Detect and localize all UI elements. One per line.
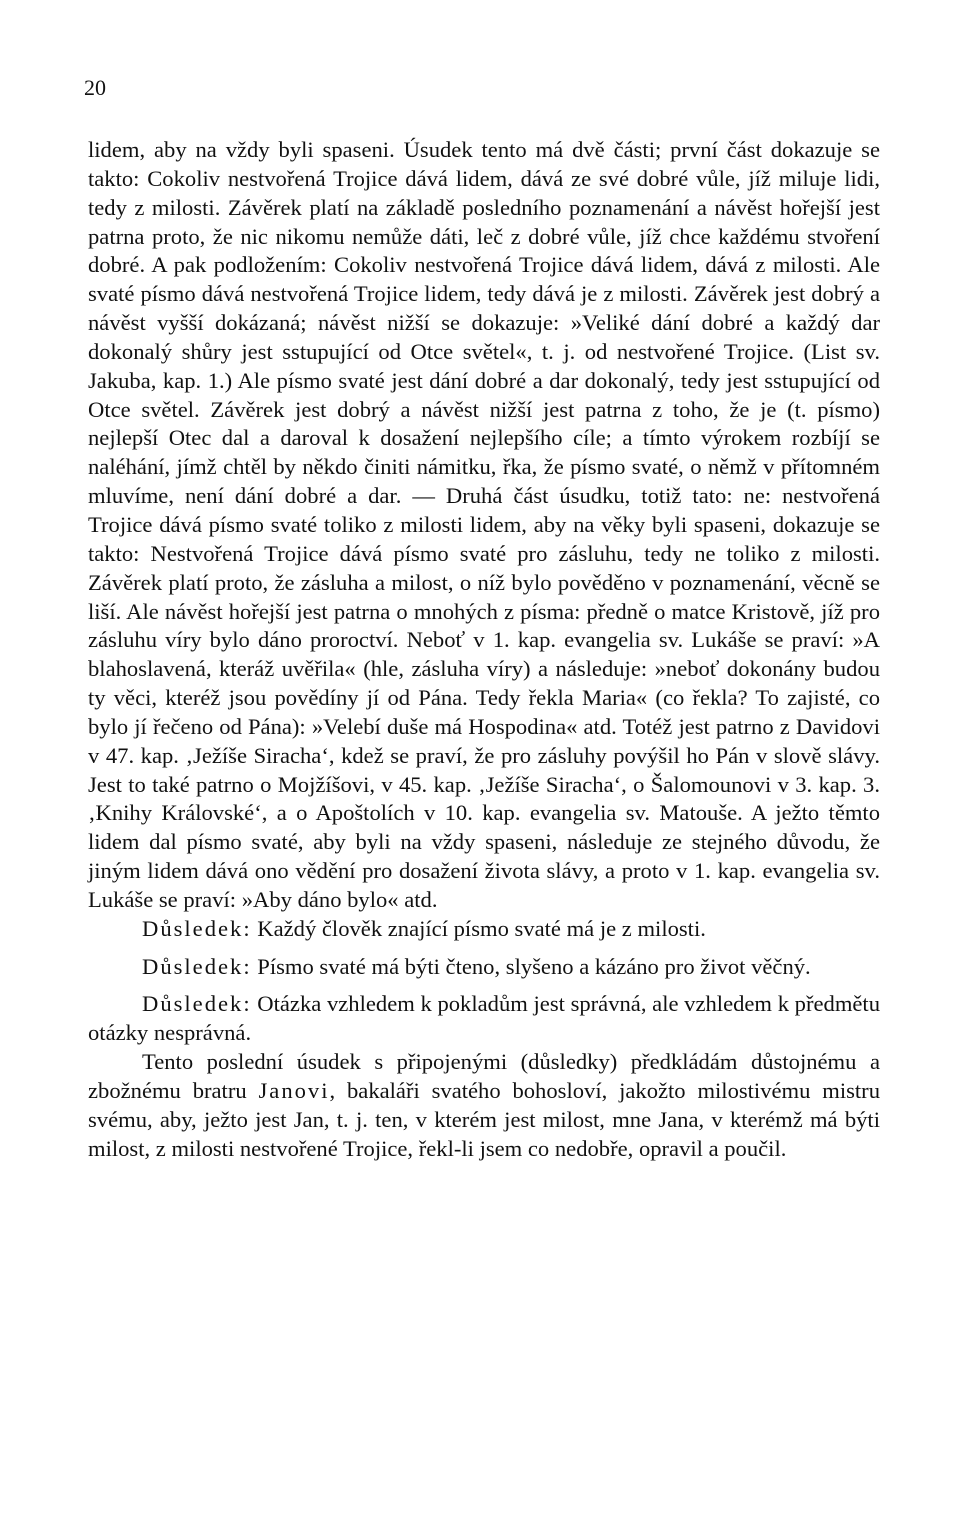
corollary-1-label: Důsledek:	[142, 915, 252, 941]
corollary-1-text: Každý člověk znající písmo svaté má je z milosti.	[251, 915, 706, 941]
corollary-3-text: Otázka vzhledem k pokladům jest správná, ale vzhledem k předmětu otázky nesprávná.	[88, 991, 880, 1046]
main-paragraph: lidem, aby na vždy byli spaseni. Úsudek tento má dvě části; první část dokazuje se takto: Cokoliv nestvořená Trojice dává lidem, dává ze své dobré vůle, jíž miluje lidi, tedy z milosti. Závěrek platí na základě posledního poznamenání a návěst hořejší jest patrna proto, že nic nikomu nemůže dáti, leč z dobré vůle, jíž chce každému stvoření dobré. A pak podložením: Cokoliv nestvořená Trojice dává lidem, dává z milosti. Ale svaté písmo dává nestvořená Trojice lidem, tedy dává je z milosti. Závěrek jest dobrý a návěst vyšší dokázaná; návěst nižší se dokazuje: »Veliké dání dobré a každý dar dokonalý shůry jest sstupující od Otce světel«, t. j. od nestvořené Trojice. (List sv. Jakuba, kap. 1.) Ale písmo svaté jest dání dobré a dar dokonalý, tedy jest sstupující od Otce světel. Závěrek jest dobrý a návěst nižší jest patrna z toho, že je (t. písmo) nejlepší Otec dal a daroval k dosažení nejlepšího cíle; a tímto výrokem rozbíjí se naléhání, jímž chtěl by někdo činiti námitku, řka, že písmo svaté, o němž v přítomném mluvíme, není dání dobré a dar. — Druhá část úsudku, totiž tato: ne: nestvořená Trojice dává písmo svaté toliko z milosti lidem, aby na věky byli spaseni, dokazuje se takto: Nestvořená Trojice dává písmo svaté pro zásluhu, tedy ne toliko z milosti. Závěrek platí proto, že zásluha a milost, o níž bylo pověděno v poznamenání, věcně se liší. Ale návěst hořejší jest patrna o mnohých z písma: předně o matce Kristově, jíž pro zásluhu víry bylo dáno proroctví. Neboť v 1. kap. evangelia sv. Lukáše se praví: »A blahoslavená, kteráž uvěřila« (hle, zásluha víry) a následuje: »neboť dokonány budou ty věci, kteréž jsou povědíny jí od Pána. Tedy řekla Maria« (co řekla? To zajisté, co bylo jí řečeno od Pána): »Velebí duše má Hospodina« atd. Totéž jest patrno z Davidovi v 47. kap. ‚Ježíše Siracha‘, kdež se praví, že pro zásluhy povýšil ho Pán v slově slávy. Jest to také patrno o Mojžíšovi, v 45. kap. ‚Ježíše Siracha‘, o Šalomounovi v 3. kap. 3. ‚Knihy Královské‘, a o Apoštolích v 10. kap. evangelia sv. Matouše. A ježto těmto lidem dal písmo svaté, aby byli na vždy spaseni, následuje ze stejného důvodu, že jiným lidem dává ono vědění pro dosažení života slávy, a proto v 1. kap. evangelia sv. Lukáše se praví: »Aby dáno bylo« atd.	[88, 137, 880, 912]
closing-paragraph	[88, 1048, 880, 1163]
corollary-1	[88, 915, 880, 944]
corollary-2-label: Důsledek:	[142, 953, 252, 979]
corollary-3-label: Důsledek:	[142, 991, 252, 1017]
corollary-2	[88, 953, 880, 982]
closing-name: Janovi	[258, 1078, 330, 1103]
closing-text-2: , bakaláři svatého bohosloví, jakožto milostivému mistru svému, aby, ježto jest Jan, t. j. ten, v kterém jest milost, mne Jana, v kterémž má býti milost, z milosti nestvořené Trojice, řekl-li jsem co nedobře, opravil a poučil.	[88, 1078, 880, 1161]
closing-text-1: Tento poslední úsudek s připojenými (důsledky) předkládám důstojnému a zbožnému bratru	[88, 1049, 880, 1103]
page-number: 20	[84, 75, 106, 100]
corollary-3	[88, 990, 880, 1048]
page-text	[88, 136, 880, 1164]
corollary-2-text: Písmo svaté má býti čteno, slyšeno a kázáno pro život věčný.	[251, 953, 811, 979]
